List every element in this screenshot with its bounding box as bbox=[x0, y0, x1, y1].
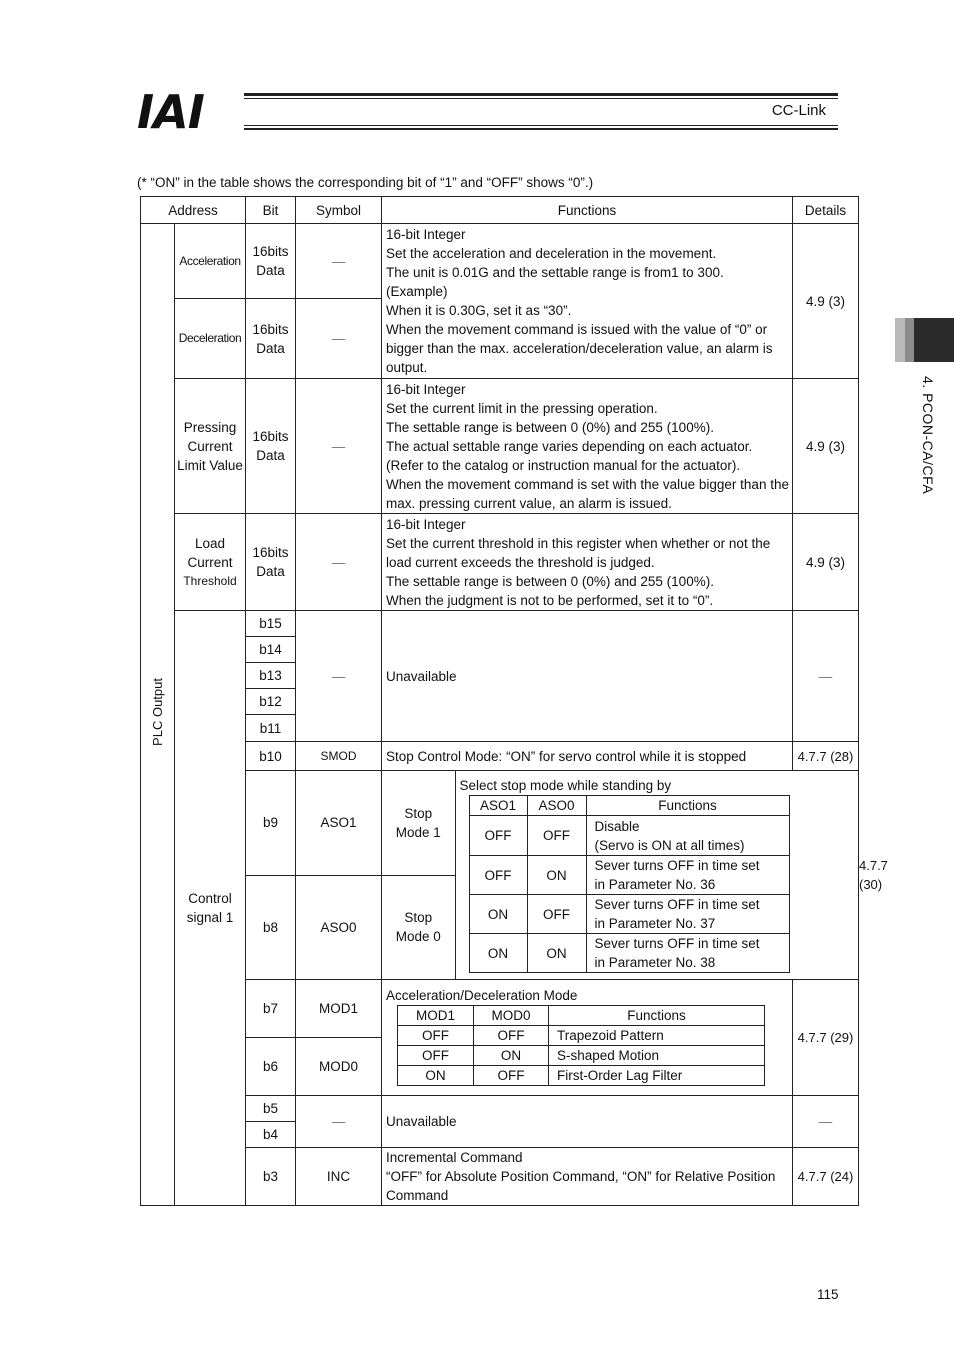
header-symbol: Symbol bbox=[296, 197, 382, 224]
symbol-mod0: MOD0 bbox=[296, 1038, 382, 1096]
sub-function: Trapezoid Pattern bbox=[549, 1026, 765, 1046]
chapter-label: 4. PCON-CA/CFA bbox=[920, 376, 936, 495]
accel-mode-title: Acceleration/Deceleration Mode bbox=[386, 988, 578, 1003]
sub-header: Functions bbox=[586, 796, 789, 816]
bit-cell: b5 bbox=[246, 1096, 296, 1122]
sub-cell: OFF bbox=[469, 856, 527, 895]
table-row bbox=[141, 379, 859, 514]
table-row bbox=[141, 742, 859, 771]
function-line: When the judgment is not to be performed, set it to “0”. bbox=[386, 592, 714, 608]
details-cell: 4.9 (3) bbox=[793, 379, 859, 514]
sub-function-line: Sever turns OFF in time set bbox=[594, 897, 760, 912]
bit-cell: b8 bbox=[246, 875, 296, 980]
sub-header: MOD1 bbox=[398, 1006, 474, 1026]
function-line: The actual settable range varies depending on each actuator. bbox=[386, 438, 753, 454]
stop-mode-title: Select stop mode while standing by bbox=[459, 778, 672, 793]
function-line: (Refer to the catalog or instruction manual for the actuator). bbox=[386, 457, 741, 473]
symbol-dash: — bbox=[296, 1096, 382, 1148]
function-line: Set the current limit in the pressing operation. bbox=[386, 400, 658, 416]
iai-logo: IAI bbox=[137, 85, 204, 139]
symbol-aso1: ASO1 bbox=[296, 771, 382, 876]
sub-cell: ON bbox=[527, 934, 586, 973]
details-dash: — bbox=[793, 1096, 859, 1148]
function-line: When the movement command is issued with the value of “0” or bigger than the max. acceleration/deceleration value, an alarm is output. bbox=[386, 322, 773, 375]
function-line: The settable range is between 0 (0%) and 255 (100%). bbox=[386, 573, 714, 589]
sub-cell: OFF bbox=[398, 1026, 474, 1046]
smod-function: Stop Control Mode: “ON” for servo control while it is stopped bbox=[382, 742, 793, 771]
address-pressing: Pressing Current Limit Value bbox=[175, 379, 246, 514]
accel-mode-subtable bbox=[397, 1005, 765, 1086]
header-rule bbox=[244, 98, 838, 99]
function-line: When it is 0.30G, set it as “30”. bbox=[386, 303, 572, 318]
stop-mode-block bbox=[382, 771, 859, 980]
sub-header: ASO0 bbox=[527, 796, 586, 816]
bit-cell: b13 bbox=[246, 663, 296, 689]
function-line: (Example) bbox=[386, 284, 448, 299]
sub-cell: OFF bbox=[398, 1046, 474, 1066]
symbol-dash: — bbox=[296, 514, 382, 611]
sub-cell: OFF bbox=[469, 816, 527, 856]
sub-cell: ON bbox=[469, 934, 527, 973]
sub-header: Functions bbox=[549, 1006, 765, 1026]
header-bit: Bit bbox=[246, 197, 296, 224]
sub-function: S-shaped Motion bbox=[549, 1046, 765, 1066]
header-rule bbox=[244, 93, 838, 96]
address-acceleration: Acceleration bbox=[175, 224, 246, 299]
unavailable-function: Unavailable bbox=[382, 1096, 793, 1148]
table-row bbox=[141, 611, 859, 637]
table-row bbox=[141, 1148, 859, 1206]
sub-function: First-Order Lag Filter bbox=[549, 1066, 765, 1086]
bit-cell: b9 bbox=[246, 771, 296, 876]
details-cell: 4.9 (3) bbox=[793, 514, 859, 611]
sub-cell: OFF bbox=[527, 895, 586, 934]
sub-cell: OFF bbox=[527, 816, 586, 856]
load-functions bbox=[382, 514, 793, 611]
table-row bbox=[141, 224, 859, 299]
function-line: “OFF” for Absolute Position Command, “ON” for Relative Position Command bbox=[386, 1169, 776, 1203]
sub-function bbox=[586, 816, 789, 856]
table-row: b9 ASO1 Stop Mode 1 Select stop mode while standing by ASO1 ASO0 Functions OFF OFF Disable (Servo is ON at all times) OFF ON Sever turns OFF in time set in Parameter No. 36 ON OFF Sever turns OFF in time set in Parameter No. 37 ON ON Sever turns OFF in time set in Parameter No. 38 Stop Mode 0 4.7.7 (30) bbox=[141, 771, 859, 876]
function-line: When the movement command is set with the value bigger than the max. pressing current value, an alarm is issued. bbox=[386, 476, 789, 511]
output-signal-table bbox=[140, 196, 888, 1206]
symbol-dash: — bbox=[296, 299, 382, 379]
pressing-functions bbox=[382, 379, 793, 514]
function-line: 16-bit Integer bbox=[386, 381, 466, 397]
symbol-inc: INC bbox=[296, 1148, 382, 1206]
function-line: Incremental Command bbox=[386, 1150, 523, 1165]
stop-mode-layout bbox=[382, 771, 858, 979]
details-dash: — bbox=[793, 611, 859, 742]
bit-cell: b4 bbox=[246, 1122, 296, 1148]
sub-function-line: (Servo is ON at all times) bbox=[594, 837, 745, 853]
address-deceleration: Deceleration bbox=[175, 299, 246, 379]
load-current-label: Load Current bbox=[187, 535, 233, 570]
sub-cell: ON bbox=[474, 1046, 549, 1066]
bit-cell: b10 bbox=[246, 742, 296, 771]
bit-cell: b7 bbox=[246, 980, 296, 1038]
sub-header: MOD0 bbox=[474, 1006, 549, 1026]
sub-header: ASO1 bbox=[469, 796, 527, 816]
sub-cell: OFF bbox=[474, 1066, 549, 1086]
stop-mode-0-label: Stop Mode 0 bbox=[382, 875, 455, 979]
function-line: 16-bit Integer bbox=[386, 227, 466, 242]
function-line: The settable range is between 0 (0%) and 255 (100%). bbox=[386, 419, 714, 435]
load-threshold-label: Threshold bbox=[183, 573, 237, 588]
stop-mode-1-label: Stop Mode 1 bbox=[382, 771, 455, 875]
symbol-mod1: MOD1 bbox=[296, 980, 382, 1038]
details-cell: 4.7.7 (29) bbox=[793, 980, 859, 1096]
plc-output-cell bbox=[141, 224, 175, 1206]
header-address: Address bbox=[141, 197, 246, 224]
header-functions: Functions bbox=[382, 197, 793, 224]
details-cell: 4.7.7 (28) bbox=[793, 742, 859, 771]
sub-cell: ON bbox=[527, 856, 586, 895]
address-load-current bbox=[175, 514, 246, 611]
accel-decel-functions bbox=[382, 224, 793, 379]
table-row bbox=[141, 514, 859, 611]
symbol-smod: SMOD bbox=[296, 742, 382, 771]
details-cell: 4.7.7 (24) bbox=[793, 1148, 859, 1206]
bit-cell: 16bits Data bbox=[246, 514, 296, 611]
function-line: 16-bit Integer bbox=[386, 516, 466, 532]
symbol-dash: — bbox=[296, 611, 382, 742]
sub-cell: OFF bbox=[474, 1026, 549, 1046]
sub-cell: ON bbox=[469, 895, 527, 934]
symbol-aso0: ASO0 bbox=[296, 875, 382, 980]
function-line: Set the acceleration and deceleration in the movement. bbox=[386, 246, 717, 261]
table-header-row bbox=[141, 197, 859, 224]
unavailable-function: Unavailable bbox=[382, 611, 793, 742]
plc-output-label: PLC Output bbox=[150, 678, 165, 746]
table-note: (* “ON” in the table shows the corresponding bit of “1” and “OFF” shows “0”.) bbox=[137, 175, 594, 190]
bit-cell: b15 bbox=[246, 611, 296, 637]
chapter-tab bbox=[895, 318, 954, 362]
header-rule bbox=[244, 128, 838, 130]
bit-cell: 16bits Data bbox=[246, 379, 296, 514]
header-details: Details bbox=[793, 197, 859, 224]
stop-mode-selection bbox=[455, 771, 858, 979]
bit-cell: 16bits Data bbox=[246, 224, 296, 299]
section-title: CC-Link bbox=[771, 102, 826, 119]
sub-function-line: Sever turns OFF in time set bbox=[594, 858, 760, 873]
symbol-dash: — bbox=[296, 379, 382, 514]
symbol-dash: — bbox=[296, 224, 382, 299]
sub-function bbox=[586, 934, 789, 973]
table-row bbox=[141, 1096, 859, 1122]
bit-cell: b6 bbox=[246, 1038, 296, 1096]
sub-function bbox=[586, 895, 789, 934]
bit-cell: b14 bbox=[246, 637, 296, 663]
bit-cell: b3 bbox=[246, 1148, 296, 1206]
page-number: 115 bbox=[817, 1287, 839, 1302]
bit-cell: 16bits Data bbox=[246, 299, 296, 379]
bit-cell: b11 bbox=[246, 715, 296, 742]
inc-functions bbox=[382, 1148, 793, 1206]
sub-cell: ON bbox=[398, 1066, 474, 1086]
sub-function-line: Sever turns OFF in time set bbox=[594, 936, 760, 951]
sub-function bbox=[586, 856, 789, 895]
sub-function-line: in Parameter No. 38 bbox=[594, 955, 716, 970]
sub-function-line: in Parameter No. 36 bbox=[594, 877, 716, 892]
accel-mode-block bbox=[382, 980, 793, 1096]
details-cell: 4.9 (3) bbox=[793, 224, 859, 379]
address-control-signal-1: Control signal 1 bbox=[175, 611, 246, 1206]
header-rule bbox=[244, 125, 838, 126]
sub-function-line: Disable bbox=[594, 818, 640, 834]
function-line: The unit is 0.01G and the settable range is from1 to 300. bbox=[386, 265, 724, 280]
table-row bbox=[141, 980, 859, 1038]
function-line: Set the current threshold in this register when whether or not the load current exceeds the threshold is judged. bbox=[386, 535, 771, 570]
bit-cell: b12 bbox=[246, 689, 296, 715]
sub-function-line: in Parameter No. 37 bbox=[594, 916, 716, 931]
stop-mode-subtable bbox=[469, 795, 790, 973]
